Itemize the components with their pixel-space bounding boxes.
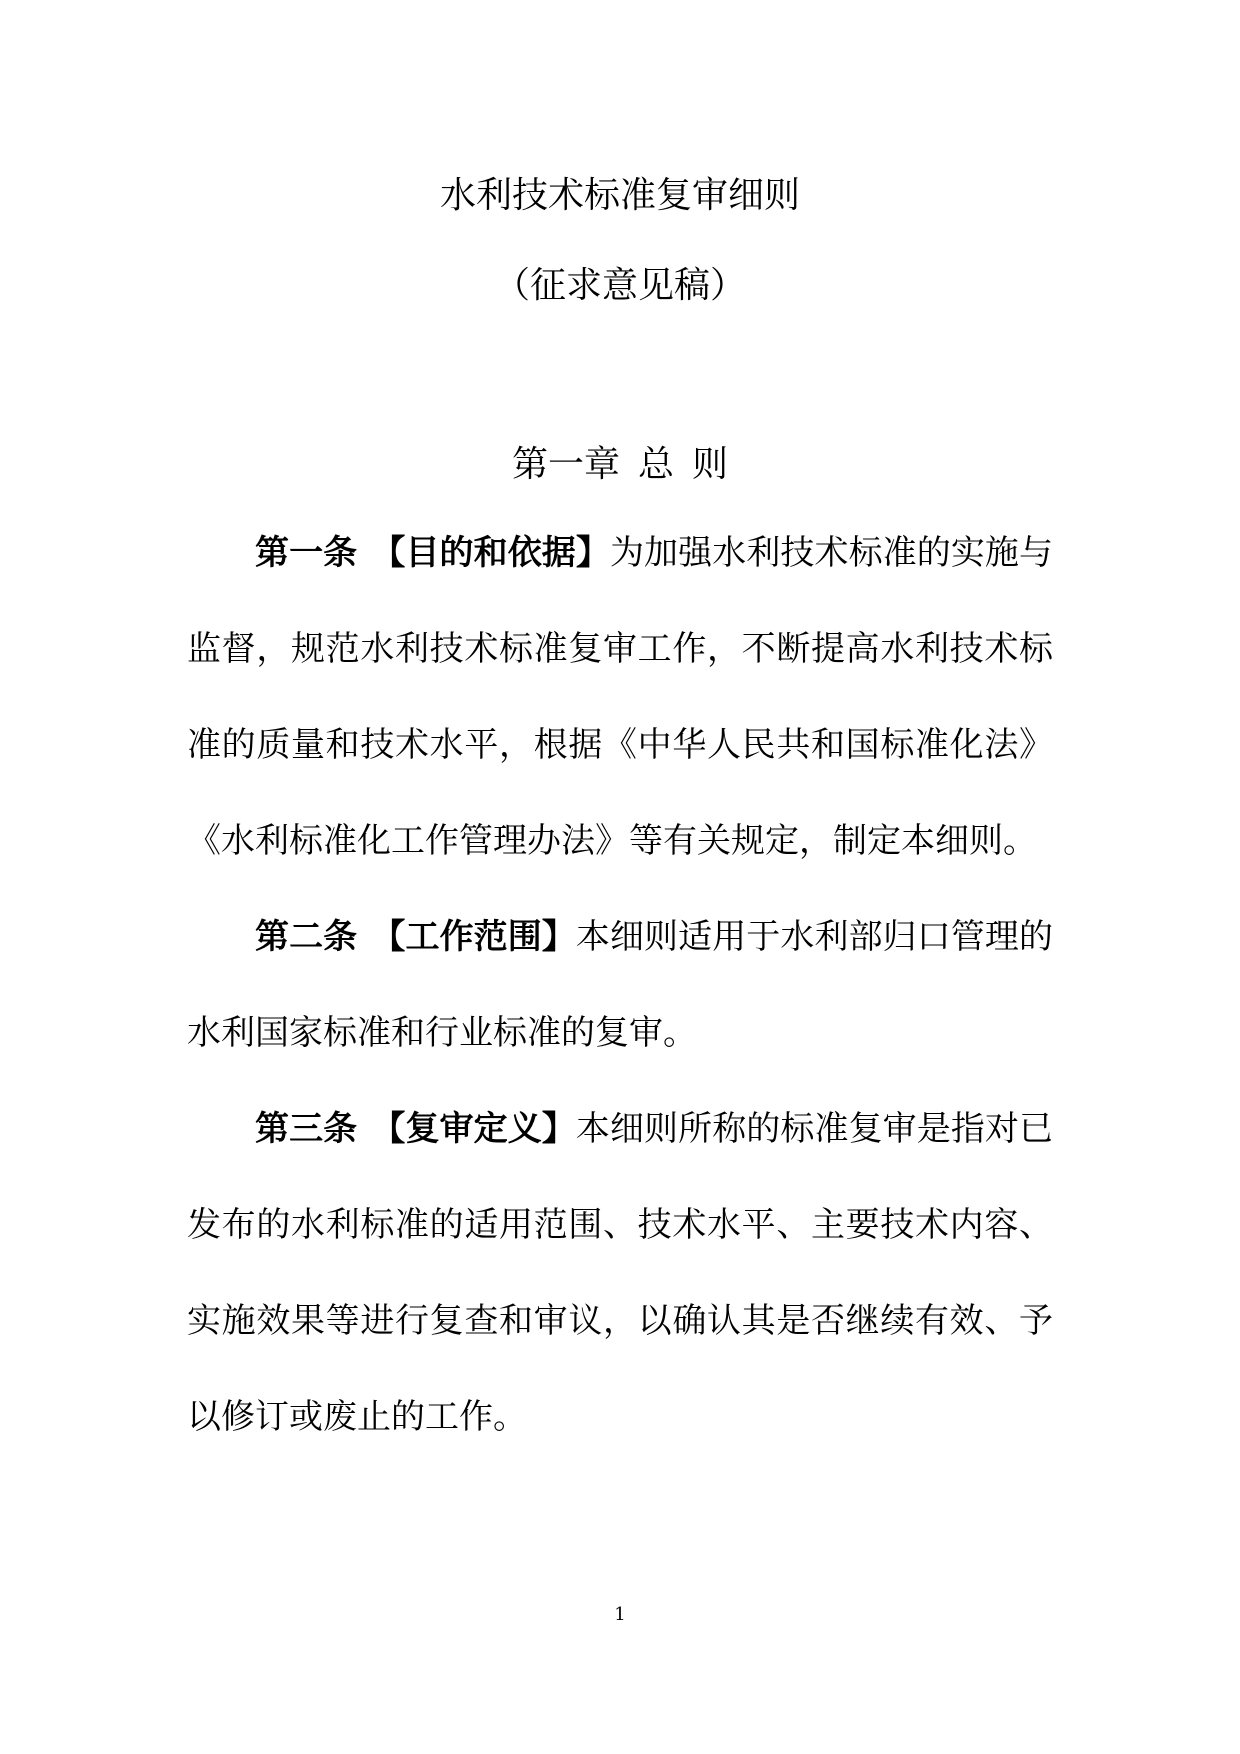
- chapter-heading: [0, 441, 1240, 489]
- chapter-number: 第一章: [511, 444, 620, 485]
- article-body: 本细则适用于水利部归口管理的水利国家标准和行业标准的复审。: [187, 917, 1054, 1053]
- article-number: 第三条: [255, 1109, 358, 1149]
- article-heading: 【目的和依据】: [371, 533, 610, 573]
- article-body: 为加强水利技术标准的实施与监督，规范水利技术标准复审工作，不断提高水利技术标准的质量和技术水平，根据《中华人民共和国标准化法》《水利标准化工作管理办法》等有关规定，制定本细则。: [187, 533, 1054, 861]
- article-1: [187, 505, 1053, 889]
- article-number: 第二条: [255, 917, 358, 957]
- chapter-name-part2: 则: [692, 444, 729, 485]
- article-body: 本细则所称的标准复审是指对已发布的水利标准的适用范围、技术水平、主要技术内容、实施效果等进行复查和审议，以确认其是否继续有效、予以修订或废止的工作。: [187, 1109, 1054, 1437]
- chapter-name-part1: 总: [637, 444, 674, 485]
- document-subtitle: （征求意见稿）: [493, 265, 746, 306]
- page-number: 1: [614, 1604, 626, 1625]
- article-2: [187, 889, 1053, 1081]
- article-heading: 【工作范围】: [371, 917, 576, 957]
- article-number: 第一条: [255, 533, 358, 573]
- article-3: [187, 1081, 1053, 1465]
- article-heading: 【复审定义】: [371, 1109, 576, 1149]
- document-title: 水利技术标准复审细则: [439, 175, 800, 216]
